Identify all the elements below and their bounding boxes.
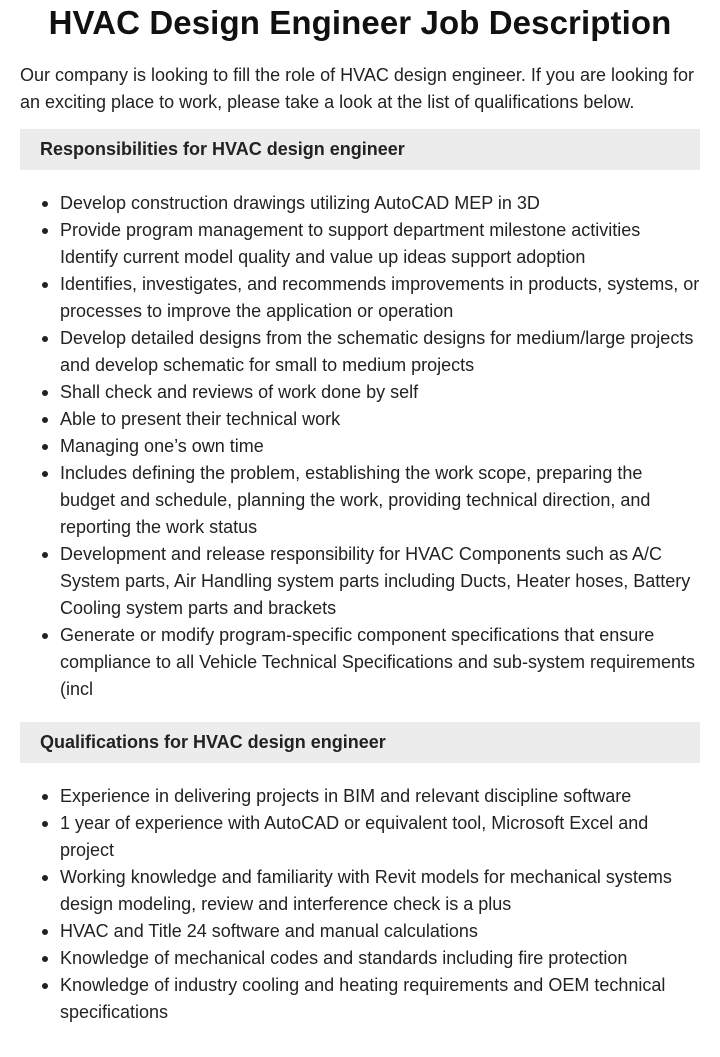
list-item: Develop detailed designs from the schematic designs for medium/large projects and develop schematic for small to medium projects xyxy=(60,325,700,379)
responsibilities-section xyxy=(20,129,700,703)
list-item: Shall check and reviews of work done by self xyxy=(60,379,700,406)
list-item: Provide program management to support department milestone activities Identify current model quality and value up ideas support adoption xyxy=(60,217,700,271)
qualifications-section xyxy=(20,722,700,1026)
list-item: Managing one’s own time xyxy=(60,433,700,460)
list-item: Knowledge of industry cooling and heating requirements and OEM technical specifications xyxy=(60,972,700,1026)
list-item: Able to present their technical work xyxy=(60,406,700,433)
list-item: Development and release responsibility for HVAC Components such as A/C System parts, Air Handling system parts including Ducts, Heater hoses, Battery Cooling system parts and brackets xyxy=(60,541,700,622)
list-item: Experience in delivering projects in BIM and relevant discipline software xyxy=(60,783,700,810)
intro-paragraph: Our company is looking to fill the role of HVAC design engineer. If you are looking for an exciting place to work, please take a look at the list of qualifications below. xyxy=(20,65,695,112)
responsibilities-heading: Responsibilities for HVAC design engineer xyxy=(20,129,700,170)
list-item: Knowledge of mechanical codes and standards including fire protection xyxy=(60,945,700,972)
page-title: HVAC Design Engineer Job Description xyxy=(48,4,672,41)
list-item: Develop construction drawings utilizing AutoCAD MEP in 3D xyxy=(60,190,700,217)
list-item: Identifies, investigates, and recommends improvements in products, systems, or processes to improve the application or operation xyxy=(60,271,700,325)
responsibilities-list xyxy=(20,170,700,703)
qualifications-list xyxy=(20,763,700,1026)
list-item: 1 year of experience with AutoCAD or equivalent tool, Microsoft Excel and project xyxy=(60,810,700,864)
list-item: Includes defining the problem, establishing the work scope, preparing the budget and schedule, planning the work, providing technical direction, and reporting the work status xyxy=(60,460,700,541)
list-item: Generate or modify program-specific component specifications that ensure compliance to all Vehicle Technical Specifications and sub-system requirements (incl xyxy=(60,622,700,703)
list-item: HVAC and Title 24 software and manual calculations xyxy=(60,918,700,945)
list-item: Working knowledge and familiarity with Revit models for mechanical systems design modeling, review and interference check is a plus xyxy=(60,864,700,918)
qualifications-heading: Qualifications for HVAC design engineer xyxy=(20,722,700,763)
